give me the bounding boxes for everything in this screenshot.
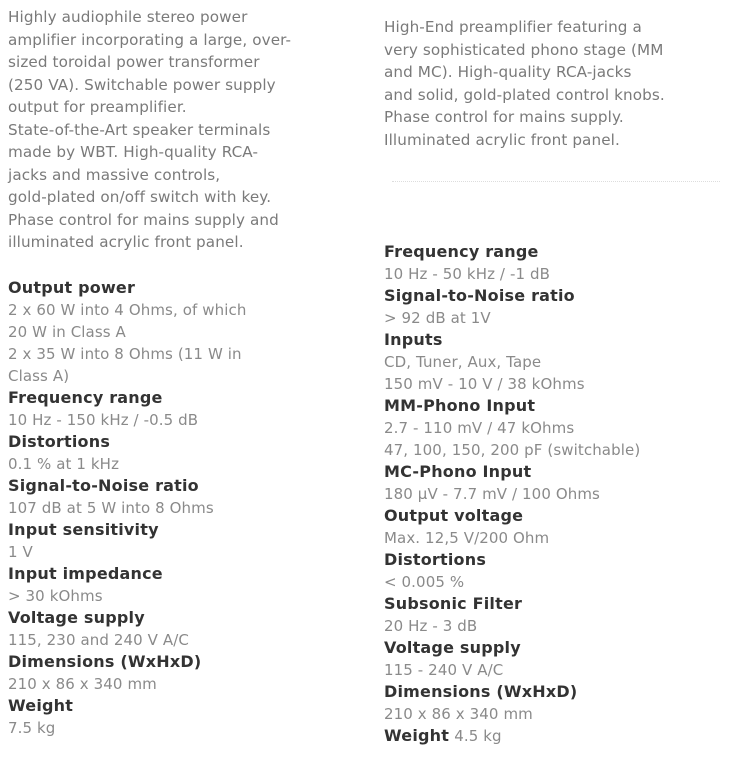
spec-item — [8, 475, 360, 519]
spec-value-distortions: < 0.005 % — [384, 573, 465, 591]
spec-label-weight: Weight — [384, 726, 450, 745]
spec-label-distortions: Distortions — [8, 432, 111, 451]
spec-value-signal-to-noise: > 92 dB at 1V — [384, 309, 491, 327]
spec-label-frequency-range: Frequency range — [384, 242, 539, 261]
spec-label-mm-phono-input: MM-Phono Input — [384, 396, 536, 415]
spec-value-inputs: CD, Tuner, Aux, Tape 150 mV - 10 V / 38 kOhms — [384, 353, 585, 393]
preamplifier-specs — [384, 241, 729, 747]
spec-item — [8, 563, 360, 607]
spec-value-mc-phono-input: 180 µV - 7.7 mV / 100 Ohms — [384, 485, 600, 503]
spec-item — [384, 395, 729, 461]
spec-value-distortions: 0.1 % at 1 kHz — [8, 455, 120, 473]
spec-label-subsonic-filter: Subsonic Filter — [384, 594, 523, 613]
power-amplifier-specs — [8, 277, 360, 739]
spec-item — [8, 695, 360, 739]
spec-label-output-voltage: Output voltage — [384, 506, 524, 525]
spec-value-signal-to-noise: 107 dB at 5 W into 8 Ohms — [8, 499, 214, 517]
spec-item — [384, 549, 729, 593]
spec-label-input-impedance: Input impedance — [8, 564, 163, 583]
spec-value-dimensions: 210 x 86 x 340 mm — [8, 675, 157, 693]
divider — [392, 181, 720, 183]
spec-label-distortions: Distortions — [384, 550, 487, 569]
spec-item — [384, 637, 729, 681]
spec-value-voltage-supply: 115, 230 and 240 V A/C — [8, 631, 189, 649]
spec-label-signal-to-noise: Signal-to-Noise ratio — [8, 476, 199, 495]
spec-label-dimensions: Dimensions (WxHxD) — [8, 652, 202, 671]
spec-value-subsonic-filter: 20 Hz - 3 dB — [384, 617, 478, 635]
spec-value-input-impedance: > 30 kOhms — [8, 587, 103, 605]
spec-label-frequency-range: Frequency range — [8, 388, 163, 407]
spec-label-dimensions: Dimensions (WxHxD) — [384, 682, 578, 701]
spec-value-frequency-range: 10 Hz - 50 kHz / -1 dB — [384, 265, 550, 283]
spec-item — [8, 607, 360, 651]
spec-item — [384, 505, 729, 549]
spec-label-input-sensitivity: Input sensitivity — [8, 520, 159, 539]
spec-item — [384, 681, 729, 725]
spec-item — [8, 651, 360, 695]
spec-label-voltage-supply: Voltage supply — [384, 638, 521, 657]
spec-label-voltage-supply: Voltage supply — [8, 608, 145, 627]
spec-item — [384, 285, 729, 329]
spec-item — [384, 593, 729, 637]
spec-item — [8, 519, 360, 563]
spec-value-frequency-range: 10 Hz - 150 kHz / -0.5 dB — [8, 411, 199, 429]
spec-value-output-voltage: Max. 12,5 V/200 Ohm — [384, 529, 550, 547]
spec-item-weight — [384, 725, 729, 747]
spec-label-output-power: Output power — [8, 278, 136, 297]
spec-value-weight: 4.5 kg — [454, 727, 502, 745]
power-amplifier-description — [8, 6, 360, 254]
power-amplifier-intro-text: Highly audiophile stereo power amplifier incorporating a large, over- sized toroidal power transformer (250 VA). Switchable power supply output for preamplifier. State-of-the-Art speaker terminals made by WBT. High-quality RCA- jacks and massive controls, gold-plated on/off switch with key. Phase control for mains supply and illuminated acrylic front panel. — [8, 8, 292, 251]
spec-value-mm-phono-input: 2.7 - 110 mV / 47 kOhms 47, 100, 150, 200 pF (switchable) — [384, 419, 641, 459]
spec-value-voltage-supply: 115 - 240 V A/C — [384, 661, 504, 679]
spec-item — [384, 329, 729, 395]
spec-value-output-power: 2 x 60 W into 4 Ohms, of which 20 W in Class A 2 x 35 W into 8 Ohms (11 W in Class A) — [8, 301, 247, 385]
spec-value-dimensions: 210 x 86 x 340 mm — [384, 705, 533, 723]
spec-label-mc-phono-input: MC-Phono Input — [384, 462, 532, 481]
spec-label-weight: Weight — [8, 696, 74, 715]
spec-item — [8, 277, 360, 387]
spec-item — [8, 431, 360, 475]
spec-label-inputs: Inputs — [384, 330, 443, 349]
spec-item — [8, 387, 360, 431]
spec-value-input-sensitivity: 1 V — [8, 543, 33, 561]
preamplifier-intro-text: High-End preamplifier featuring a very sophisticated phono stage (MM and MC). High-quality RCA-jacks and solid, gold-plated control knobs. Phase control for mains supply. Illuminated acrylic front panel. — [384, 18, 665, 149]
spec-label-signal-to-noise: Signal-to-Noise ratio — [384, 286, 575, 305]
preamplifier-description — [384, 16, 729, 151]
spec-item — [384, 241, 729, 285]
spec-item — [384, 461, 729, 505]
spec-value-weight: 7.5 kg — [8, 719, 56, 737]
